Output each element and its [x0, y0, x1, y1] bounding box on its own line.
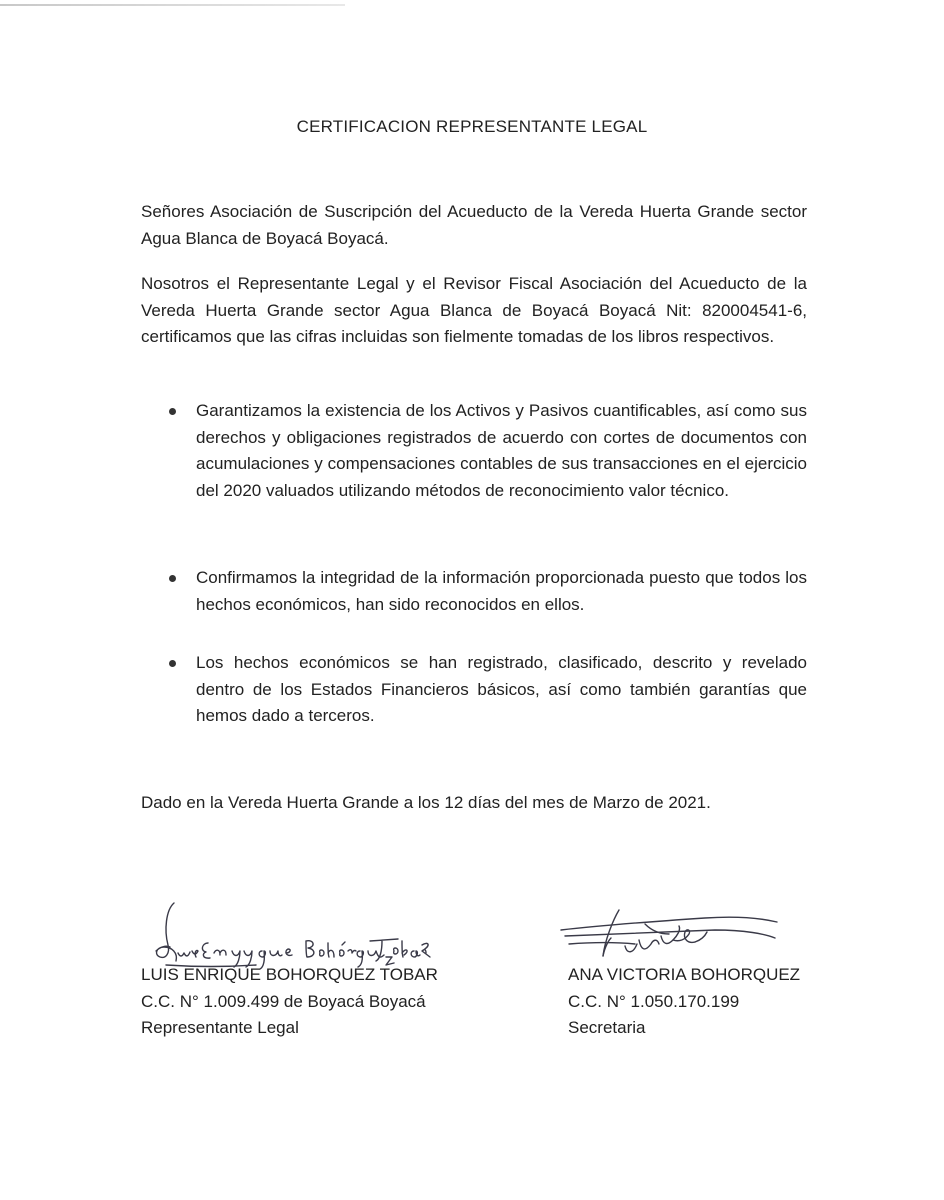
signatory-left	[141, 962, 438, 1042]
signatory-name: LUIS ENRIQUE BOHORQUEZ TOBAR	[141, 965, 438, 984]
bullet-text: Los hechos económicos se han registrado, clasificado, descrito y revelado dentro de los Estados Financieros básicos, así como también garantías que hemos dado a terceros.	[196, 653, 807, 725]
signatory-right	[568, 962, 800, 1042]
scan-edge-mark	[0, 4, 345, 6]
signatory-id: C.C. N° 1.009.499 de Boyacá Boyacá	[141, 991, 426, 1011]
closing-line: Dado en la Vereda Huerta Grande a los 12 días del mes de Marzo de 2021.	[141, 793, 711, 812]
signatory-name: ANA VICTORIA BOHORQUEZ	[568, 965, 801, 984]
addressee-paragraph: Señores Asociación de Suscripción del Acueducto de la Vereda Huerta Grande sector Agua Blanca de Boyacá Boyacá.	[141, 202, 807, 248]
bullet-text: Confirmamos la integridad de la información proporcionada puesto que todos los hechos económicos, han sido reconocidos en ellos.	[196, 568, 807, 614]
bullet-icon	[169, 660, 176, 667]
signatory-role: Representante Legal	[141, 1018, 299, 1037]
document-title: CERTIFICACION REPRESENTANTE LEGAL	[296, 117, 648, 136]
bullet-icon	[169, 408, 176, 415]
bullet-text: Garantizamos la existencia de los Activos y Pasivos cuantificables, así como sus derechos y obligaciones registrados de acuerdo con cortes de documentos con acumulaciones y compensaciones contables de sus transacciones en el ejercicio del 2020 valuados utilizando métodos de reconocimiento valor técnico.	[196, 401, 807, 500]
signatory-id: C.C. N° 1.050.170.199	[568, 991, 740, 1011]
bullet-icon	[169, 575, 176, 582]
signature-right	[555, 900, 785, 970]
intro-paragraph: Nosotros el Representante Legal y el Revisor Fiscal Asociación del Acueducto de la Vereda Huerta Grande sector Agua Blanca de Boyacá Boyacá Nit: 820004541-6, certificamos que las cifras incluidas son fielmente tomadas de los libros respectivos.	[141, 274, 807, 346]
signatory-role: Secretaria	[568, 1018, 646, 1037]
